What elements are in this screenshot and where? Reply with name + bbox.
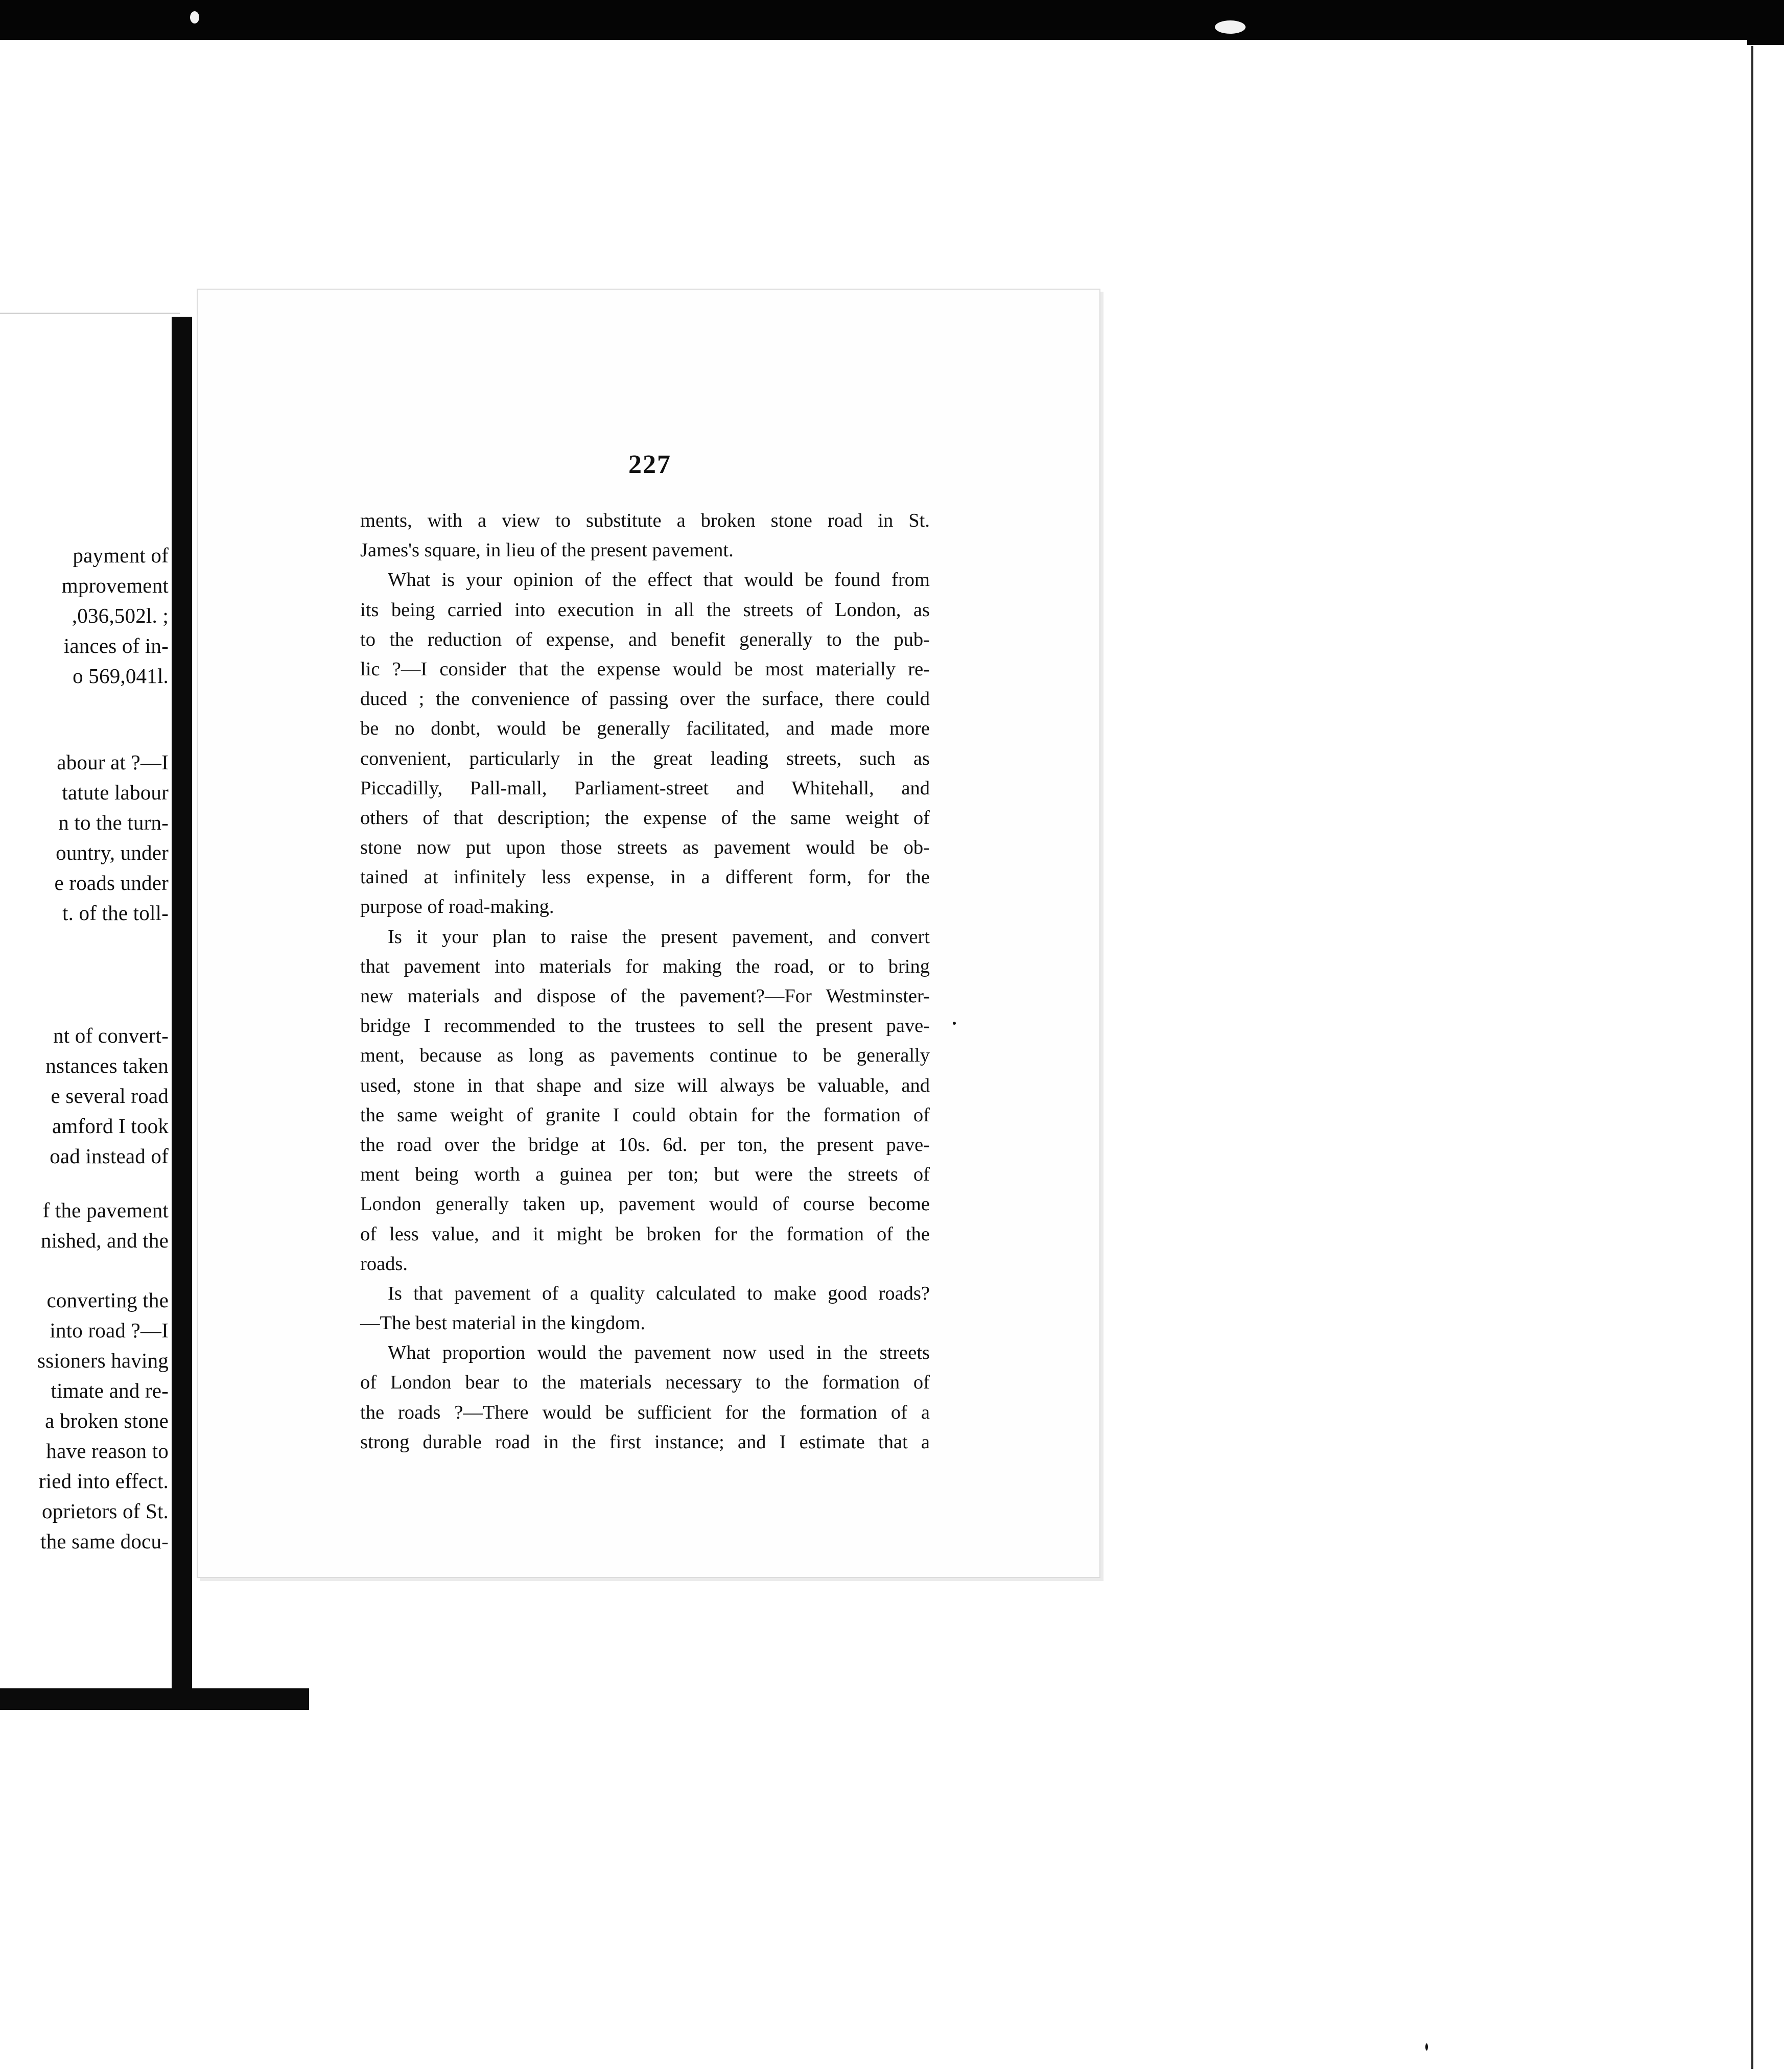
text-line: Piccadilly, Pall-mall, Parliament-street and Whitehall, and [360, 777, 930, 799]
text-line: Is it your plan to raise the present pavement, and convert [388, 926, 930, 948]
scan-speck [190, 11, 199, 23]
facing-line: into road ?—I [50, 1318, 169, 1342]
text-line: London generally taken up, pavement would of course become [360, 1193, 930, 1215]
scan-speck [1215, 20, 1246, 34]
text-line: duced ; the convenience of passing over the surface, there could [360, 688, 930, 710]
text-line: to the reduction of expense, and benefit generally to the pub- [360, 628, 930, 650]
sheet-right-edge [1751, 46, 1753, 2069]
facing-line: o 569,041l. [73, 664, 169, 688]
text-line: ment, because as long as pavements continue to be generally [360, 1045, 930, 1067]
text-line: the same weight of granite I could obtain for the formation of [360, 1104, 930, 1126]
facing-line: oprietors of St. [41, 1499, 169, 1523]
facing-page-text-block-5 [0, 1285, 169, 1557]
text-line: tained at infinitely less expense, in a different form, for the [360, 866, 930, 888]
facing-line: f the pavement [42, 1198, 169, 1222]
facing-line: ountry, under [56, 841, 169, 864]
text-line: ments, with a view to substitute a broken stone road in St. [360, 510, 930, 531]
text-line: What proportion would the pavement now used in the streets [388, 1342, 930, 1364]
facing-line: mprovement [61, 574, 169, 597]
page-body-text [360, 506, 930, 1457]
text-line: What is your opinion of the effect that would be found from [388, 569, 930, 591]
text-line: the roads ?—There would be sufficient for the formation of a [360, 1401, 930, 1423]
book-binding-foot [0, 1688, 309, 1710]
text-line: that pavement into materials for making the road, or to bring [360, 955, 930, 977]
facing-line: nished, and the [40, 1229, 169, 1252]
facing-page-edge [0, 313, 180, 314]
text-line: the road over the bridge at 10s. 6d. per ton, the present pave- [360, 1134, 930, 1156]
facing-line: ried into effect. [38, 1469, 169, 1493]
facing-line: e several road [51, 1084, 169, 1108]
scan-speck [953, 1022, 956, 1025]
text-line: ment being worth a guinea per ton; but were the streets of [360, 1164, 930, 1186]
facing-page-text-block-3 [0, 1021, 169, 1171]
facing-line: the same docu- [40, 1529, 169, 1553]
facing-line: nt of convert- [53, 1024, 169, 1047]
facing-line: timate and re- [51, 1379, 169, 1402]
facing-line: e roads under [54, 871, 169, 894]
scan-top-border [0, 0, 1784, 45]
facing-line: amford I took [52, 1114, 169, 1138]
text-line: others of that description; the expense of the same weight of [360, 807, 930, 829]
text-line: of less value, and it might be broken for the formation of the [360, 1223, 930, 1245]
text-line: bridge I recommended to the trustees to sell the present pave- [360, 1015, 930, 1037]
facing-page-text-block-4 [0, 1195, 169, 1256]
facing-line: t. of the toll- [62, 901, 169, 925]
book-binding-gutter [172, 317, 192, 1691]
scan-speck [1425, 2043, 1428, 2051]
text-line: —The best material in the kingdom. [360, 1312, 646, 1334]
facing-line: iances of in- [63, 634, 169, 657]
facing-line: n to the turn- [58, 811, 169, 834]
text-line: stone now put upon those streets as pavement would be ob- [360, 837, 930, 859]
facing-line: nstances taken [45, 1054, 169, 1077]
facing-page-text-block-2 [0, 747, 169, 928]
facing-line: payment of [73, 544, 169, 567]
text-line: its being carried into execution in all the streets of London, as [360, 599, 930, 621]
facing-line: ,036,502l. ; [72, 604, 169, 627]
facing-line: oad instead of [50, 1144, 169, 1168]
facing-page-text-block-1 [0, 540, 169, 691]
text-line: roads. [360, 1253, 408, 1275]
facing-line: ssioners having [37, 1349, 169, 1372]
facing-line: have reason to [46, 1439, 169, 1463]
text-line: lic ?—I consider that the expense would be most materially re- [360, 658, 930, 680]
text-line: be no donbt, would be generally facilitated, and made more [360, 718, 930, 740]
text-line: new materials and dispose of the pavement?—For Westminster- [360, 985, 930, 1007]
text-line: of London bear to the materials necessary to the formation of [360, 1372, 930, 1394]
page-number: 227 [628, 450, 671, 479]
text-line: used, stone in that shape and size will always be valuable, and [360, 1074, 930, 1096]
text-line: Is that pavement of a quality calculated to make good roads? [388, 1282, 930, 1304]
facing-line: abour at ?—I [57, 750, 169, 774]
text-line: strong durable road in the first instance; and I estimate that a [360, 1431, 930, 1453]
facing-line: converting the [46, 1288, 169, 1312]
facing-line: tatute labour [62, 781, 169, 804]
text-line: convenient, particularly in the great leading streets, such as [360, 747, 930, 769]
text-line: purpose of road-making. [360, 896, 554, 918]
facing-line: a broken stone [45, 1409, 169, 1432]
text-line: James's square, in lieu of the present pavement. [360, 539, 734, 561]
